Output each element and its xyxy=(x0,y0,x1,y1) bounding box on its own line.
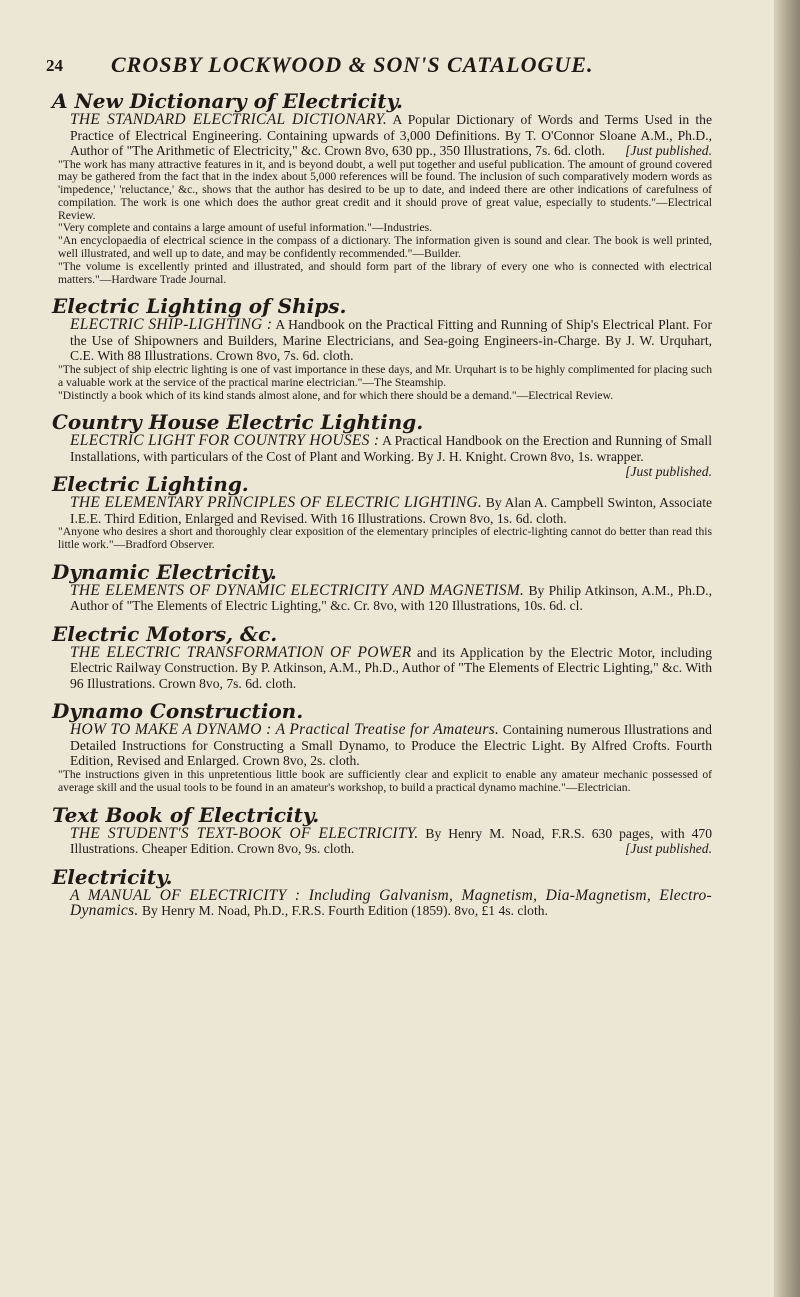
entry-description xyxy=(70,826,712,857)
review-quote: "Anyone who desires a short and thoroughly clear exposition of the elementary principles of electric-lighting cannot do better than read this little work."—Bradford Observer. xyxy=(58,525,712,552)
book-title: THE STUDENT'S TEXT-BOOK OF ELECTRICITY. xyxy=(70,824,419,842)
book-details: A Practical Handbook on the Erection and Running of Small Installations, with particulars of the Cost of Plant and Working. By J. H. Knight. Crown 8vo, 1s. wrapper. xyxy=(70,433,712,464)
book-details: By Henry M. Noad, Ph.D., F.R.S. Fourth Edition (1859). 8vo, £1 4s. cloth. xyxy=(141,903,548,919)
book-details: Containing numerous Illustrations and Detailed Instructions for Constructing a Small Dynamo, to Produce the Electric Light. By Alfred Crofts. Fourth Edition, Revised and Enlarged. Crown 8vo, 2s. cloth. xyxy=(70,722,712,769)
book-details: A Popular Dictionary of Words and Terms Used in the Practice of Electrical Engineering. Containing upwards of 3,000 Definitions. By T. O'Connor Sloane A.M., Ph.D., Author of "The Arithmetic of Electricity," &c. Crown 8vo, 630 pp., 350 Illustrations, 7s. 6d. cloth. xyxy=(70,112,712,158)
review-quote: "The instructions given in this unpretentious little book are sufficiently clear and explicit to enable any amateur mechanic possessed of average skill and the usual tools to be found in an amateur's workshop, to build a practical dynamo machine."—Electrician. xyxy=(58,767,712,794)
entry-heading: A New Dictionary of Electricity. xyxy=(52,89,403,113)
entry-heading: Country House Electric Lighting. xyxy=(52,410,424,435)
page-edge-shadow xyxy=(774,0,800,1297)
book-details: A Handbook on the Practical Fitting and Running of Ship's Electrical Plant. For the Use of Shipowners and Builders, Marine Electricians, and Sea-going Engineers-in-Charge. By J. W. Urquhart, C.E. With 88 Illustrations. Crown 8vo, 7s. 6d. cloth. xyxy=(70,317,712,364)
catalogue-body xyxy=(52,90,712,928)
entry-heading: Dynamo Construction. xyxy=(52,699,304,724)
entry-description xyxy=(70,317,712,364)
catalogue-entry xyxy=(52,90,712,286)
entry-heading: Electric Motors, &c. xyxy=(52,621,278,646)
entry-description xyxy=(70,645,712,692)
book-title: ELECTRIC LIGHT FOR COUNTRY HOUSES : xyxy=(70,432,380,450)
book-title: THE ELECTRIC TRANSFORMATION OF POWER xyxy=(70,643,412,661)
catalogue-entry xyxy=(52,561,712,614)
entry-heading: Electric Lighting of Ships. xyxy=(52,294,347,319)
page-number: 24 xyxy=(46,56,63,75)
entry-description xyxy=(70,583,712,614)
book-details: and its Application by the Electric Motor, including Electric Railway Construction. By P. Atkinson, A.M., Ph.D., Author of "The Elements of Electric Lighting," &c. With 96 Illustrations. Crown 8vo, 7s. 6d. cloth. xyxy=(70,644,712,691)
publication-tag: [Just published. xyxy=(625,143,712,158)
review-quote: "The volume is excellently printed and illustrated, and should form part of the library of every one who is connected with electrical matters."—Hardware Trade Journal. xyxy=(58,259,712,286)
book-title: A MANUAL OF ELECTRICITY : Including Galvanism, Magnetism, Dia-Magnetism, Electro-Dynamics. xyxy=(70,886,712,920)
book-details: By Henry M. Noad, F.R.S. 630 pages, with 470 Illustrations. Cheaper Edition. Crown 8vo, 9s. cloth. xyxy=(70,825,712,857)
entry-description xyxy=(70,888,712,919)
entry-heading: Dynamic Electricity. xyxy=(52,559,277,584)
entry-heading: Electric Lighting. xyxy=(52,472,249,497)
entry-heading: Electricity. xyxy=(52,864,173,889)
entry-description xyxy=(70,495,712,526)
review-quote: "An encyclopaedia of electrical science in the compass of a dictionary. The information given is sound and clear. The book is well printed, well illustrated, and well up to date, and may be confidently recommended."—Builder. xyxy=(58,234,712,261)
review-quote: "Very complete and contains a large amount of useful information."—Industries. xyxy=(58,221,433,235)
entry-description xyxy=(70,112,712,159)
book-details: By Philip Atkinson, A.M., Ph.D., Author of "The Elements of Electric Lighting," &c. Cr. 8vo, with 120 Illustrations, 10s. 6d. cl. xyxy=(70,582,712,614)
entry-heading: Text Book of Electricity. xyxy=(52,802,320,827)
catalogue-entry xyxy=(52,700,712,794)
catalogue-entry xyxy=(52,473,712,552)
entry-description xyxy=(70,722,712,769)
book-title: THE ELEMENTARY PRINCIPLES OF ELECTRIC LIGHTING. xyxy=(70,494,483,512)
book-title: THE STANDARD ELECTRICAL DICTIONARY. xyxy=(70,111,388,128)
review-quote: "Distinctly a book which of its kind stands almost alone, and for which there should be a demand."—Electrical Review. xyxy=(58,388,614,402)
review-quote: "The subject of ship electric lighting is one of vast importance in these days, and Mr. Urquhart is to be highly complimented for placing such a valuable work at the service of the practical marine electrician."—The Steamship. xyxy=(58,362,712,389)
entry-description xyxy=(70,432,712,480)
review-quote: "The work has many attractive features in it, and is beyond doubt, a well put together and useful publication. The amount of ground covered may be gathered from the fact that in the index about 5,000 references will be found. The inclusion of such comparatively modern words as 'impedence,' 'reluctance,' &c., shows that the author has desired to be up to date, and indeed there are other indications of carefulness of compilation. The work is one which does the author great credit and it should prove of great value, especially to students."—Electrical Review. xyxy=(58,157,712,222)
book-title: THE ELEMENTS OF DYNAMIC ELECTRICITY AND MAGNETISM. xyxy=(70,581,525,599)
running-title: CROSBY LOCKWOOD & SON'S CATALOGUE. xyxy=(111,52,594,77)
book-details: By Alan A. Campbell Swinton, Associate I.E.E. Third Edition, Enlarged and Revised. With 16 Illustrations. Crown 8vo, 1s. 6d. cloth. xyxy=(70,495,713,526)
publication-tag: [Just published. xyxy=(625,841,712,857)
book-title: HOW TO MAKE A DYNAMO : A Practical Treatise for Amateurs. xyxy=(70,721,500,739)
catalogue-entry xyxy=(52,295,712,402)
catalogue-entry xyxy=(52,623,712,692)
publication-tag: [Just published. xyxy=(625,464,712,480)
catalogue-entry xyxy=(52,866,712,919)
catalogue-entry xyxy=(52,804,712,857)
catalogue-entry xyxy=(52,410,712,480)
page-header xyxy=(46,52,706,80)
book-title: ELECTRIC SHIP-LIGHTING : xyxy=(70,316,273,334)
